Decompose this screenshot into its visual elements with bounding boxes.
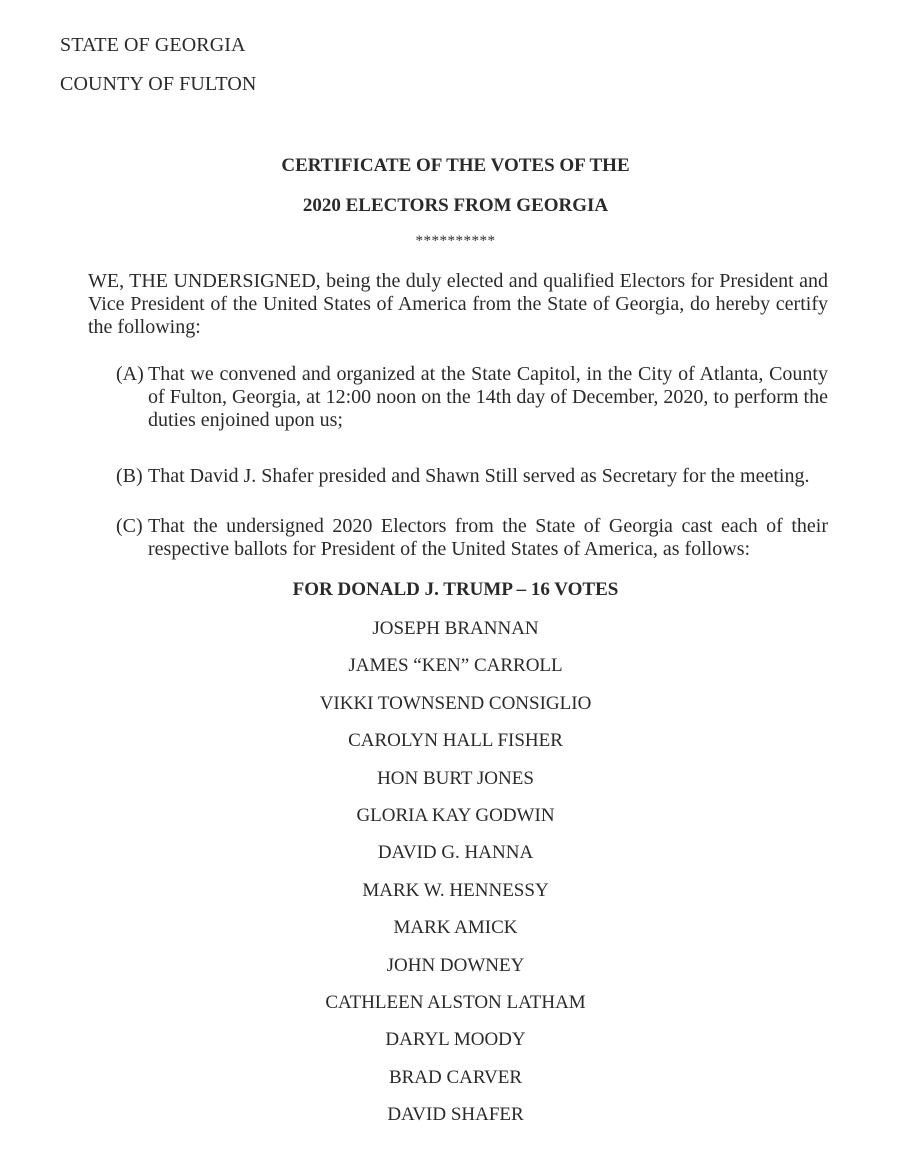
elector-name: CATHLEEN ALSTON LATHAM	[325, 991, 586, 1013]
elector-name: CAROLYN HALL FISHER	[348, 730, 563, 752]
elector-name: VIKKI TOWNSEND CONSIGLIO	[319, 692, 592, 714]
elector-name: DARYL MOODY	[385, 1029, 526, 1051]
clause-a-text: That we convened and organized at the State Capitol, in the City of Atlanta, County of Fulton, Georgia, at 12:00 noon on the 14th day of December, 2020, to perform the duties enjoined upon us;	[148, 363, 828, 431]
elector-name: MARK W. HENNESSY	[362, 879, 549, 901]
elector-name: JAMES “KEN” CARROLL	[348, 655, 563, 677]
clause-b-marker: (B)	[116, 465, 143, 487]
clause-a-marker: (A)	[116, 363, 144, 385]
certificate-title-line-1: CERTIFICATE OF THE VOTES OF THE	[281, 155, 630, 176]
intro-paragraph: WE, THE UNDERSIGNED, being the duly elected and qualified Electors for President and Vice President of the United States of America from the State of Georgia, do hereby certify the following:	[88, 270, 828, 338]
elector-name: JOSEPH BRANNAN	[372, 618, 539, 639]
elector-name: BRAD CARVER	[388, 1066, 523, 1088]
elector-name: MARK AMICK	[393, 917, 518, 939]
clause-b-text: That David J. Shafer presided and Shawn Still served as Secretary for the meeting.	[148, 465, 810, 487]
electors-list	[0, 616, 911, 1139]
county-heading: COUNTY OF FULTON	[60, 73, 257, 95]
clause-c	[116, 515, 828, 561]
elector-name: DAVID SHAFER	[387, 1104, 524, 1126]
clause-c-marker: (C)	[116, 515, 143, 537]
elector-name: JOHN DOWNEY	[386, 954, 525, 976]
clause-a	[116, 363, 828, 432]
certificate-title-line-2: 2020 ELECTORS FROM GEORGIA	[302, 195, 609, 216]
elector-name: GLORIA KAY GODWIN	[356, 804, 555, 826]
clause-b	[116, 465, 828, 488]
elector-name: HON BURT JONES	[377, 767, 534, 789]
elector-name: DAVID G. HANNA	[377, 842, 534, 864]
votes-heading: FOR DONALD J. TRUMP – 16 VOTES	[292, 579, 619, 600]
state-heading: STATE OF GEORGIA	[60, 34, 246, 56]
title-separator: **********	[415, 233, 496, 249]
clause-c-text: That the undersigned 2020 Electors from the State of Georgia cast each of their respective ballots for President of the United States of America, as follows:	[148, 515, 828, 560]
